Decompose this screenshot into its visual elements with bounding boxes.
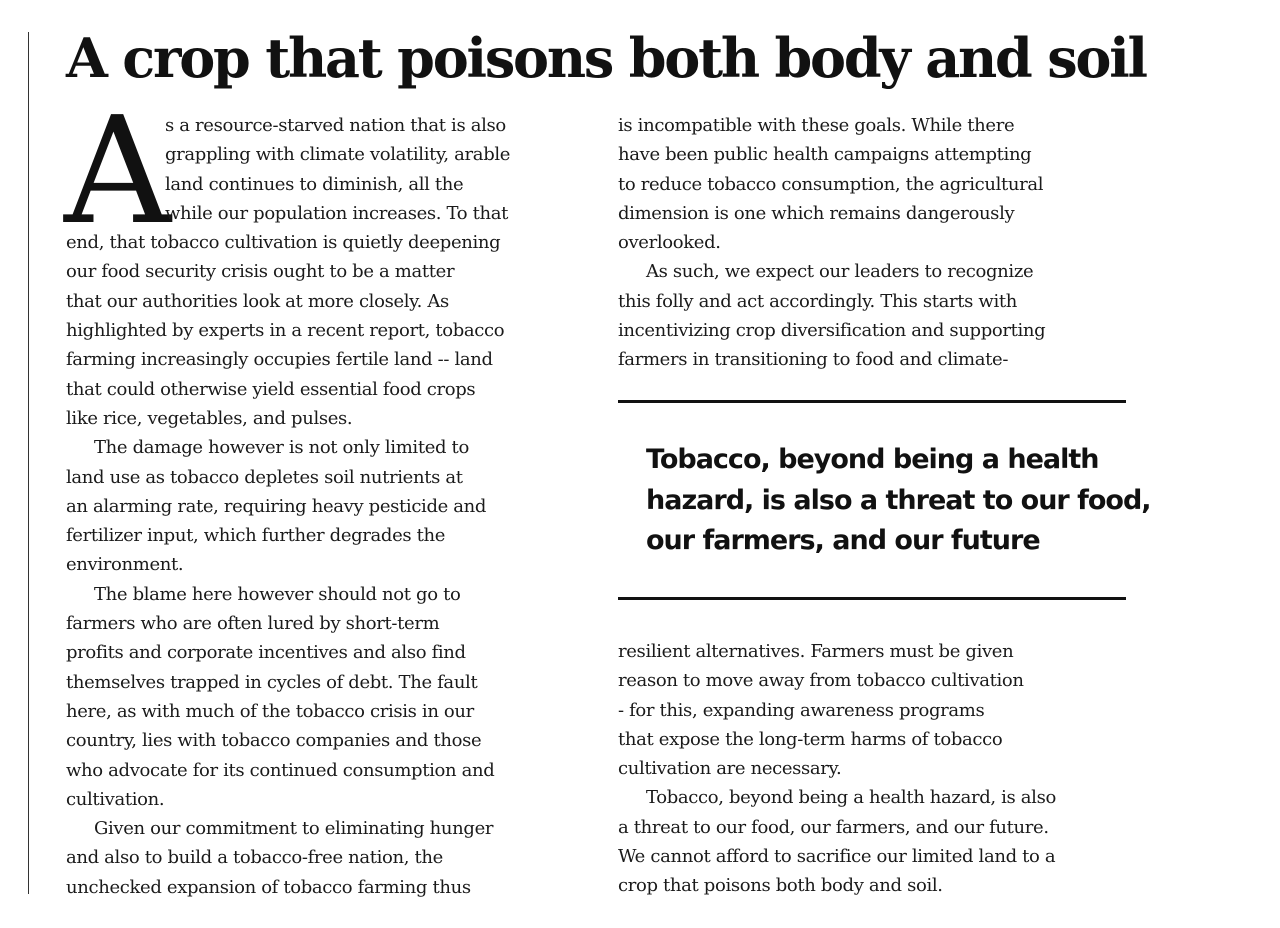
text-line: to reduce tobacco consumption, the agricultural — [618, 173, 1044, 195]
text-line: and also to build a tobacco-free nation, the — [66, 847, 443, 869]
text-line: here, as with much of the tobacco crisis in our — [66, 700, 474, 722]
right-column-top-body — [618, 111, 1126, 375]
column-divider-rule — [28, 32, 29, 894]
text-line: land use as tobacco depletes soil nutrients at — [66, 466, 463, 488]
text-line: is incompatible with these goals. While there — [618, 115, 1015, 136]
text-line: fertilizer input, which further degrades the — [66, 525, 446, 547]
text-line: incentivizing crop diversification and supporting — [618, 320, 1046, 342]
text-line: Tobacco, beyond being a health hazard, is also — [646, 787, 1056, 809]
text-line: reason to move away from tobacco cultivation — [618, 670, 1024, 692]
text-line: cultivation are necessary. — [618, 758, 842, 780]
text-line: As such, we expect our leaders to recognize — [646, 261, 1034, 283]
text-line: country, lies with tobacco companies and those — [66, 730, 482, 752]
text-line: who advocate for its continued consumption and — [66, 759, 495, 781]
text-line: that could otherwise yield essential food crops — [66, 378, 476, 400]
text-line: while our population increases. To that — [165, 202, 509, 224]
text-line: farmers in transitioning to food and climate- — [618, 349, 1009, 371]
text-line: unchecked expansion of tobacco farming thus — [66, 876, 471, 898]
drop-cap: A — [64, 85, 171, 257]
headline: A crop that poisons both body and soil — [66, 26, 1146, 90]
text-line: resilient alternatives. Farmers must be given — [618, 641, 1014, 662]
text-line: profits and corporate incentives and also find — [66, 642, 466, 664]
text-line: s a resource-starved nation that is also — [165, 115, 506, 136]
article-column-right-bottom — [618, 637, 1126, 901]
text-line: themselves trapped in cycles of debt. The fault — [66, 671, 478, 693]
dropcap-lines — [165, 111, 510, 228]
text-line: dimension is one which remains dangerously — [618, 202, 1015, 224]
text-line: our farmers, and our future — [646, 525, 1040, 556]
text-line: farming increasingly occupies fertile land -- land — [66, 349, 493, 371]
text-line: The damage however is not only limited to — [94, 437, 469, 459]
text-line: Given our commitment to eliminating hunger — [94, 818, 494, 840]
pullquote — [646, 440, 1151, 562]
text-line: end, that tobacco cultivation is quietly deepening — [66, 232, 501, 254]
text-line: like rice, vegetables, and pulses. — [66, 407, 353, 429]
pullquote-top-rule — [618, 400, 1126, 403]
text-line: an alarming rate, requiring heavy pesticide and — [66, 495, 487, 517]
text-line: We cannot afford to sacrifice our limited land to a — [618, 846, 1056, 868]
text-line: Tobacco, beyond being a health — [646, 444, 1099, 475]
text-line: that our authorities look at more closely. As — [66, 290, 449, 312]
article-column-right-top — [618, 111, 1126, 375]
text-line: hazard, is also a threat to our food, — [646, 484, 1151, 516]
text-line: farmers who are often lured by short-term — [66, 613, 440, 635]
text-line: grappling with climate volatility, arable — [165, 144, 511, 166]
text-line: a threat to our food, our farmers, and our future. — [618, 816, 1049, 838]
text-line: crop that poisons both body and soil. — [618, 875, 943, 897]
left-column-body — [66, 228, 574, 902]
text-line: this folly and act accordingly. This starts with — [618, 290, 1017, 312]
text-line: environment. — [66, 554, 184, 576]
right-column-bottom-body — [618, 637, 1126, 901]
text-line: that expose the long-term harms of tobacco — [618, 728, 1003, 750]
pullquote-bottom-rule — [618, 597, 1126, 600]
text-line: cultivation. — [66, 788, 165, 810]
text-line: The blame here however should not go to — [94, 583, 461, 605]
text-line: our food security crisis ought to be a matter — [66, 261, 455, 283]
text-line: land continues to diminish, all the — [165, 173, 464, 195]
text-line: have been public health campaigns attempting — [618, 144, 1032, 166]
article-column-left — [64, 85, 574, 902]
text-line: highlighted by experts in a recent report, tobacco — [66, 320, 505, 342]
text-line: overlooked. — [618, 232, 721, 254]
text-line: - for this, expanding awareness programs — [618, 699, 985, 721]
